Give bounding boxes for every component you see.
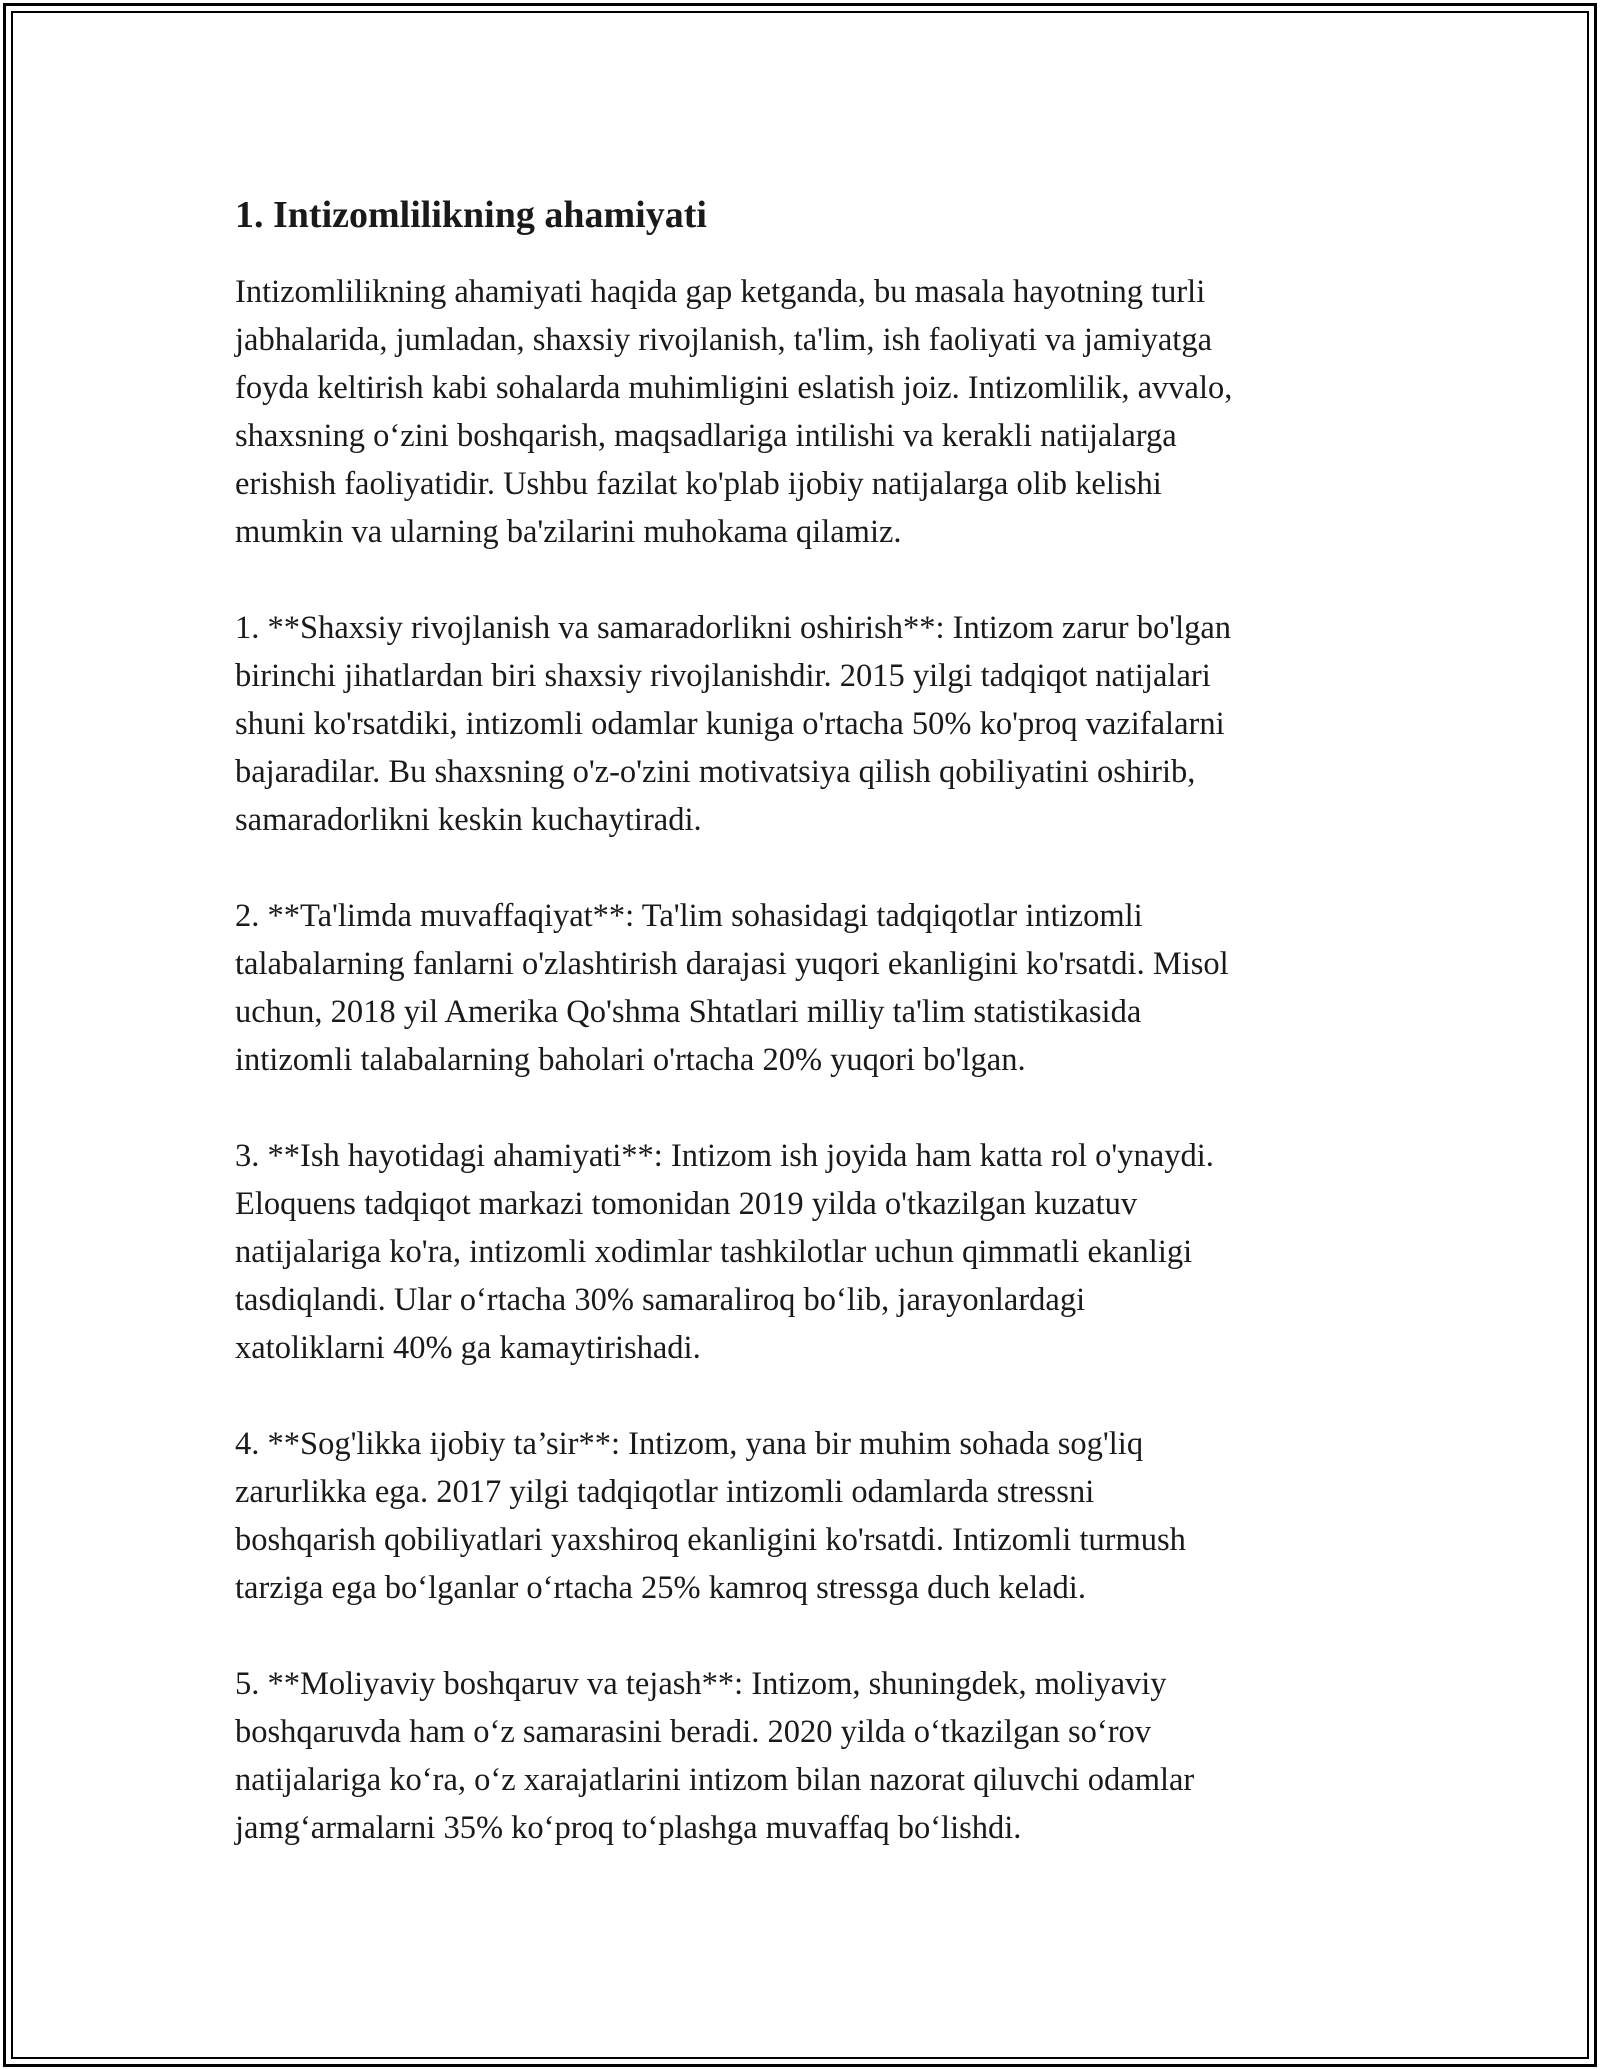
document-title: 1. Intizomlilikning ahamiyati <box>235 194 707 236</box>
point-1-paragraph: 1. **Shaxsiy rivojlanish va samaradorlikni oshirish**: Intizom zarur bo'lgan birinchi jihatlardan biri shaxsiy rivojlanishdir. 2015 yilgi tadqiqot natijalari shuni ko'rsatdiki, intizomli odamlar kuniga o'rtacha 50% ko'proq vazifalarni bajaradilar. Bu shaxsning o'z-o'zini motivatsiya qilish qobiliyatini oshirib, samaradorlikni keskin kuchaytiradi. <box>235 610 1232 838</box>
point-5-paragraph: 5. **Moliyaviy boshqaruv va tejash**: Intizom, shuningdek, moliyaviy boshqaruvda ham o‘z samarasini beradi. 2020 yilda o‘tkazilgan so‘rov natijalariga ko‘ra, o‘z xarajatlarini intizom bilan nazorat qiluvchi odamlar jamg‘armalarni 35% ko‘proq to‘plashga muvaffaq bo‘lishdi. <box>235 1666 1195 1846</box>
point-2-paragraph: 2. **Ta'limda muvaffaqiyat**: Ta'lim sohasidagi tadqiqotlar intizomli talabalarning fanlarni o'zlashtirish darajasi yuqori ekanligini ko'rsatdi. Misol uchun, 2018 yil Amerika Qo'shma Shtatlari milliy ta'lim statistikasida intizomli talabalarning baholari o'rtacha 20% yuqori bo'lgan. <box>235 898 1229 1078</box>
intro-paragraph: Intizomlilikning ahamiyati haqida gap ketganda, bu masala hayotning turli jabhalarida, jumladan, shaxsiy rivojlanish, ta'lim, ish faoliyati va jamiyatga foyda keltirish kabi sohalarda muhimligini eslatish joiz. Intizomlilik, avvalo, shaxsning o‘zini boshqarish, maqsadlariga intilishi va kerakli natijalarga erishish faoliyatidir. Ushbu fazilat ko'plab ijobiy natijalarga olib kelishi mumkin va ularning ba'zilarini muhokama qilamiz. <box>235 274 1233 550</box>
point-4-paragraph: 4. **Sog'likka ijobiy ta’sir**: Intizom, yana bir muhim sohada sog'liq zarurlikka ega. 2017 yilgi tadqiqotlar intizomli odamlarda stressni boshqarish qobiliyatlari yaxshiroq ekanligini ko'rsatdi. Intizomli turmush tarziga ega bo‘lganlar o‘rtacha 25% kamroq stressga duch keladi. <box>235 1426 1186 1606</box>
point-3-paragraph: 3. **Ish hayotidagi ahamiyati**: Intizom ish joyida ham katta rol o'ynaydi. Eloquens tadqiqot markazi tomonidan 2019 yilda o'tkazilgan kuzatuv natijalariga ko'ra, intizomli xodimlar tashkilotlar uchun qimmatli ekanligi tasdiqlandi. Ular o‘rtacha 30% samaraliroq bo‘lib, jarayonlardagi xatoliklarni 40% ga kamaytirishadi. <box>235 1138 1214 1366</box>
document-body <box>235 188 1385 1900</box>
